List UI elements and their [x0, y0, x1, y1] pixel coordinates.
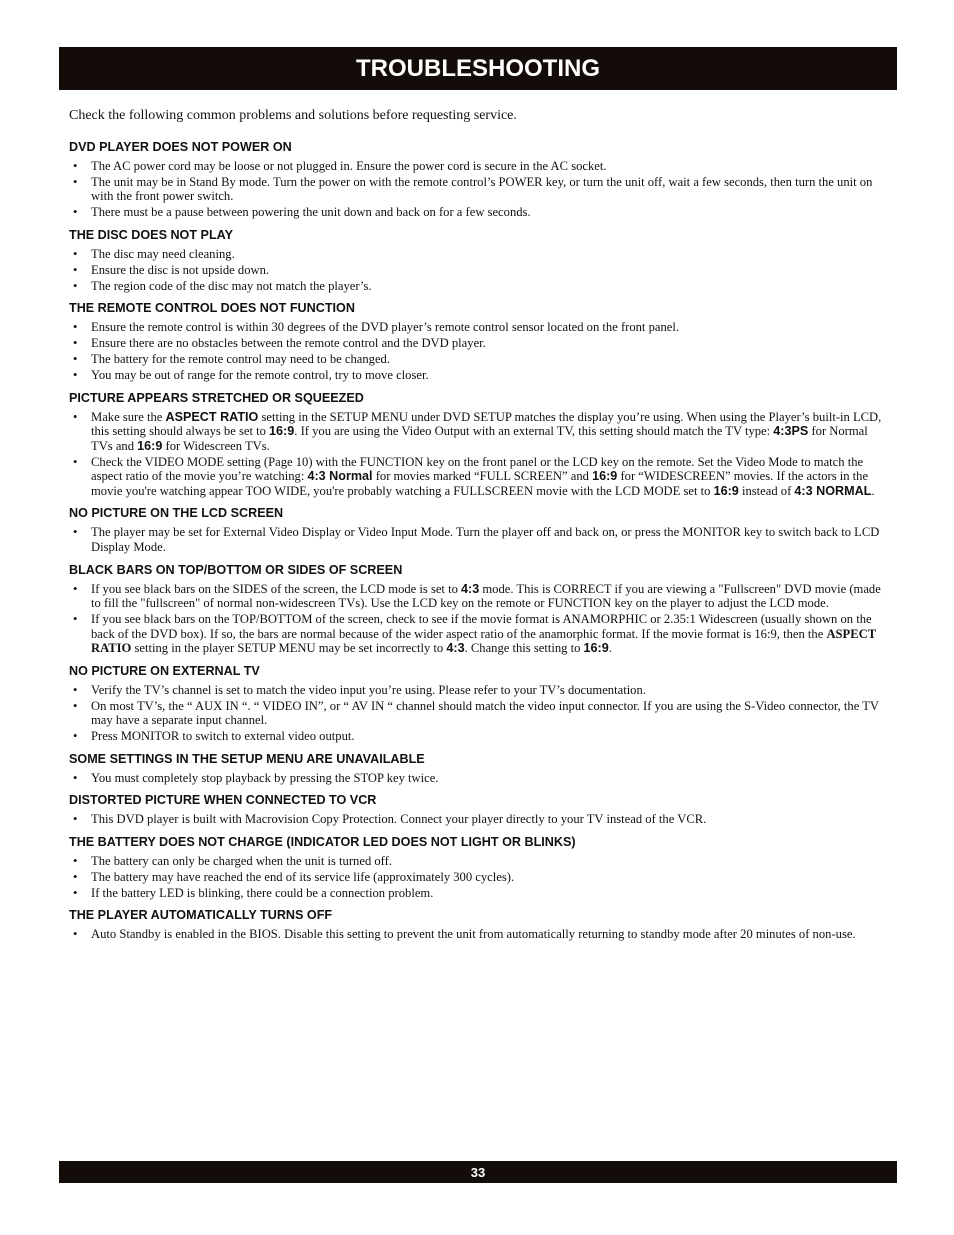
section-no-picture-external: [69, 664, 889, 744]
bullet-list: [69, 854, 889, 900]
text-run: instead of: [738, 483, 795, 498]
text-run: .: [608, 641, 612, 656]
keyword: 4:3 NORMAL: [794, 483, 872, 498]
section-heading: THE REMOTE CONTROL DOES NOT FUNCTION: [69, 301, 355, 316]
list-item: • You may be out of range for the remote control, try to move closer.: [69, 368, 889, 383]
section-no-picture-lcd: [69, 506, 889, 554]
bullet-list: [69, 582, 889, 656]
section-picture-stretched: [69, 391, 889, 499]
bullet-list: [69, 410, 889, 499]
keyword: 16:9: [269, 424, 295, 439]
list-item: • Press MONITOR to switch to external video output.: [69, 729, 889, 744]
list-item: • If the battery LED is blinking, there could be a connection problem.: [69, 886, 889, 901]
list-item: • The disc may need cleaning.: [69, 247, 889, 262]
page-title: TROUBLESHOOTING: [356, 54, 600, 82]
list-item: [69, 410, 889, 454]
text-run: for Normal TVs and: [91, 424, 868, 453]
list-item: • The battery may have reached the end of its service life (approximately 300 cycles).: [69, 870, 889, 885]
keyword: ASPECT RATIO: [91, 626, 876, 656]
section-distorted-vcr: [69, 793, 889, 827]
text-run: If you see black bars on the SIDES of the screen, the LCD mode is set to: [91, 581, 462, 596]
list-item: • The player may be set for External Video Display or Video Input Mode. Turn the player off and back on, or press the MONITOR key to switch back to LCD Display Mode.: [69, 525, 889, 554]
list-item: • Ensure the remote control is within 30 degrees of the DVD player’s remote control sensor located on the front panel.: [69, 320, 889, 335]
list-item: • On most TV’s, the “ AUX IN “. “ VIDEO IN”, or “ AV IN “ channel should match the video input connector. If you are using the S-Video connector, the TV may have a separate input channel.: [69, 699, 889, 728]
list-item: [69, 612, 889, 656]
bullet-list: [69, 812, 889, 827]
page-number: 33: [470, 1164, 486, 1180]
list-item: • Ensure the disc is not upside down.: [69, 263, 889, 278]
text-run: .: [871, 483, 875, 498]
text-run: . Change this setting to: [464, 641, 584, 656]
main-content: [69, 108, 889, 950]
list-item: • The region code of the disc may not match the player’s.: [69, 279, 889, 294]
text-run: Make sure the: [91, 409, 166, 424]
text-run: for “WIDESCREEN” movies. If the actors in the movie you're watching appear TOO WIDE, you're probably watching a FULLSCREEN movie with the LCD MODE set to: [91, 469, 869, 498]
list-item: • The battery for the remote control may need to be changed.: [69, 352, 889, 367]
section-auto-turns-off: [69, 908, 889, 942]
text-run: If you see black bars on the TOP/BOTTOM of the screen, check to see if the movie format is ANAMORPHIC or 2.35:1 Widescreen (usually shown on the back of the DVD box). If so, the bars are normal because of the wider aspect ratio of the anamorphic format. If the movie format is 16:9, then the: [91, 612, 872, 641]
section-heading: DVD PLAYER DOES NOT POWER ON: [69, 140, 292, 154]
bullet-list: [69, 683, 889, 744]
keyword: ASPECT RATIO: [165, 409, 259, 424]
keyword: 4:3PS: [773, 424, 809, 439]
section-heading: THE DISC DOES NOT PLAY: [69, 227, 233, 242]
section-setup-unavailable: [69, 752, 889, 786]
page-footer-bar: [59, 1161, 897, 1183]
bullet-list: [69, 525, 889, 554]
section-heading: THE BATTERY DOES NOT CHARGE (INDICATOR LED DOES NOT LIGHT OR BLINKS): [69, 835, 576, 850]
page-title-bar: [59, 47, 897, 90]
keyword: 16:9: [137, 438, 163, 453]
keyword: 16:9: [713, 483, 739, 498]
text-run: Check the VIDEO MODE setting (Page 10) with the FUNCTION key on the front panel or the LCD key on the remote. Set the Video Mode to match the aspect ratio of the movie you’re watching:: [91, 454, 864, 484]
bullet-list: [69, 927, 889, 942]
list-item: • You must completely stop playback by pressing the STOP key twice.: [69, 771, 889, 786]
section-heading: PICTURE APPEARS STRETCHED OR SQUEEZED: [69, 390, 364, 405]
bullet-list: [69, 320, 889, 382]
list-item: • This DVD player is built with Macrovision Copy Protection. Connect your player directly to your TV instead of the VCR.: [69, 812, 889, 827]
list-item: • Verify the TV’s channel is set to match the video input you’re using. Please refer to your TV’s documentation.: [69, 683, 889, 698]
keyword: 16:9: [583, 641, 609, 656]
text-run: setting in the player SETUP MENU may be set incorrectly to: [131, 641, 447, 656]
section-heading: NO PICTURE ON THE LCD SCREEN: [69, 506, 284, 521]
list-item: • Auto Standby is enabled in the BIOS. Disable this setting to prevent the unit from automatically returning to standby mode after 20 minutes of non-use.: [69, 927, 889, 942]
list-item: • The battery can only be charged when the unit is turned off.: [69, 854, 889, 869]
section-heading: BLACK BARS ON TOP/BOTTOM OR SIDES OF SCREEN: [69, 562, 403, 577]
bullet-list: [69, 247, 889, 293]
keyword: 4:3: [446, 641, 465, 656]
keyword: 16:9: [592, 469, 618, 484]
list-item: [69, 582, 889, 611]
list-item: [69, 455, 889, 499]
section-black-bars: [69, 563, 889, 656]
section-heading: SOME SETTINGS IN THE SETUP MENU ARE UNAVAILABLE: [69, 751, 425, 766]
section-heading: THE PLAYER AUTOMATICALLY TURNS OFF: [69, 908, 333, 923]
list-item: • Ensure there are no obstacles between the remote control and the DVD player.: [69, 336, 889, 351]
list-item: • The unit may be in Stand By mode. Turn the power on with the remote control’s POWER key, or turn the unit off, wait a few seconds, then turn the unit on with the front power switch.: [69, 175, 889, 204]
keyword: 4:3 Normal: [307, 469, 373, 484]
intro-text: Check the following common problems and solutions before requesting service.: [69, 108, 517, 123]
text-run: setting in the SETUP MENU under DVD SETUP matches the display you’re using. When using the Player’s built-in LCD, this setting should always be set to: [91, 409, 882, 439]
text-run: for movies marked “FULL SCREEN” and: [372, 469, 593, 484]
text-run: . If you are using the Video Output with an external TV, this setting should match the TV type:: [294, 424, 774, 439]
section-heading: NO PICTURE ON EXTERNAL TV: [69, 663, 260, 678]
bullet-list: [69, 159, 889, 220]
text-run: for Widescreen TVs.: [162, 438, 270, 453]
section-dvd-no-power: [69, 140, 889, 220]
list-item: • There must be a pause between powering the unit down and back on for a few seconds.: [69, 205, 889, 220]
bullet-list: [69, 771, 889, 786]
keyword: 4:3: [461, 581, 480, 596]
section-heading: DISTORTED PICTURE WHEN CONNECTED TO VCR: [69, 793, 377, 808]
section-battery-no-charge: [69, 835, 889, 900]
text-run: mode. This is CORRECT if you are viewing a "Fullscreen" DVD movie (made to fill the "fullscreen" of normal non-widescreen TVs). Use the LCD key on the remote or FUNCTION key on the player to adjust the LCD mode.: [91, 581, 881, 611]
section-disc-no-play: [69, 228, 889, 293]
section-remote-no-function: [69, 301, 889, 382]
list-item: • The AC power cord may be loose or not plugged in. Ensure the power cord is secure in the AC socket.: [69, 159, 889, 174]
